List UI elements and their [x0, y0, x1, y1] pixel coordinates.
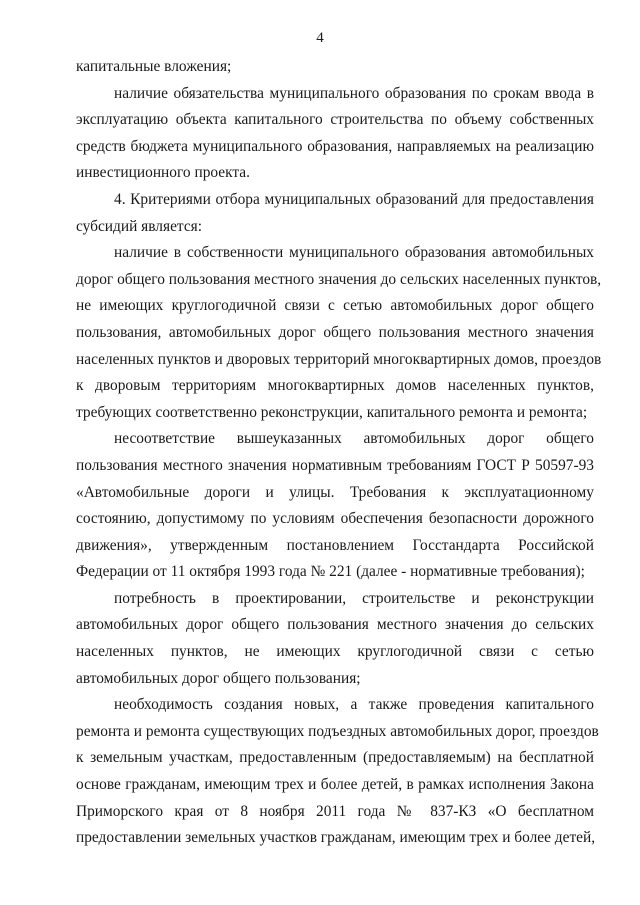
text-line: средств бюджета муниципального образования, направляемых на реализацию [76, 137, 594, 155]
text-line: автомобильных дорог общего пользования; [76, 669, 361, 687]
text-line: к земельным участкам, предоставленным (предоставляемым) на бесплатной [76, 749, 594, 767]
text-line: субсидий является: [76, 217, 203, 235]
text-line: движения», утвержденным постановлением Госстандарта Российской [76, 536, 594, 554]
text-line: инвестиционного проекта. [76, 164, 250, 182]
text-line: автомобильных дорог общего пользования местного значения до сельских [76, 616, 594, 634]
page-number: 4 [316, 30, 324, 46]
paragraph-start-line: наличие обязательства муниципального образования по срокам ввода в [114, 84, 594, 102]
text-line: дорог общего пользования местного значения до сельских населенных пунктов, [76, 270, 602, 288]
paragraph-start-line: наличие в собственности муниципального образования автомобильных [114, 244, 594, 262]
paragraph-start-line: потребность в проектировании, строительстве и реконструкции [114, 589, 594, 607]
text-line: предоставлении земельных участков гражданам, имеющим трех и более детей, [76, 829, 596, 847]
paragraph-start-line: необходимость создания новых, а также проведения капитального [114, 696, 594, 714]
text-line: Федерации от 11 октября 1993 года № 221 (далее - нормативные требования); [76, 563, 585, 581]
text-line: капитальные вложения; [76, 58, 232, 75]
text-line: пользования, автомобильных дорог общего пользования местного значения [76, 323, 594, 341]
text-line: Приморского края от 8 ноября 2011 года № 837-КЗ «О бесплатном [76, 802, 594, 820]
text-line: «Автомобильные дороги и улицы. Требования к эксплуатационному [76, 483, 594, 501]
paragraph-start-line: 4. Критериями отбора муниципальных образований для предоставления [114, 190, 594, 208]
text-line: ремонта и ремонта существующих подъездных автомобильных дорог, проездов [76, 722, 599, 740]
text-line: населенных пунктов, не имеющих круглогодичной связи с сетью [76, 643, 594, 661]
text-line: состоянию, допустимому по условиям обеспечения безопасности дорожного [76, 510, 594, 528]
document-body [76, 54, 602, 852]
text-line: не имеющих круглогодичной связи с сетью автомобильных дорог общего [76, 297, 594, 315]
text-line: требующих соответственно реконструкции, капитального ремонта и ремонта; [76, 403, 588, 421]
text-line: к дворовым территориям многоквартирных домов населенных пунктов, [76, 377, 594, 395]
text-line: населенных пунктов и дворовых территорий многоквартирных домов, проездов [76, 350, 602, 368]
paragraph-start-line: несоответствие вышеуказанных автомобильных дорог общего [114, 430, 594, 448]
text-line: основе гражданам, имеющим трех и более детей, в рамках исполнения Закона [76, 776, 594, 794]
text-line: пользования местного значения нормативным требованиям ГОСТ Р 50597-93 [76, 456, 594, 474]
text-line: эксплуатацию объекта капитального строительства по объему собственных [76, 111, 594, 129]
